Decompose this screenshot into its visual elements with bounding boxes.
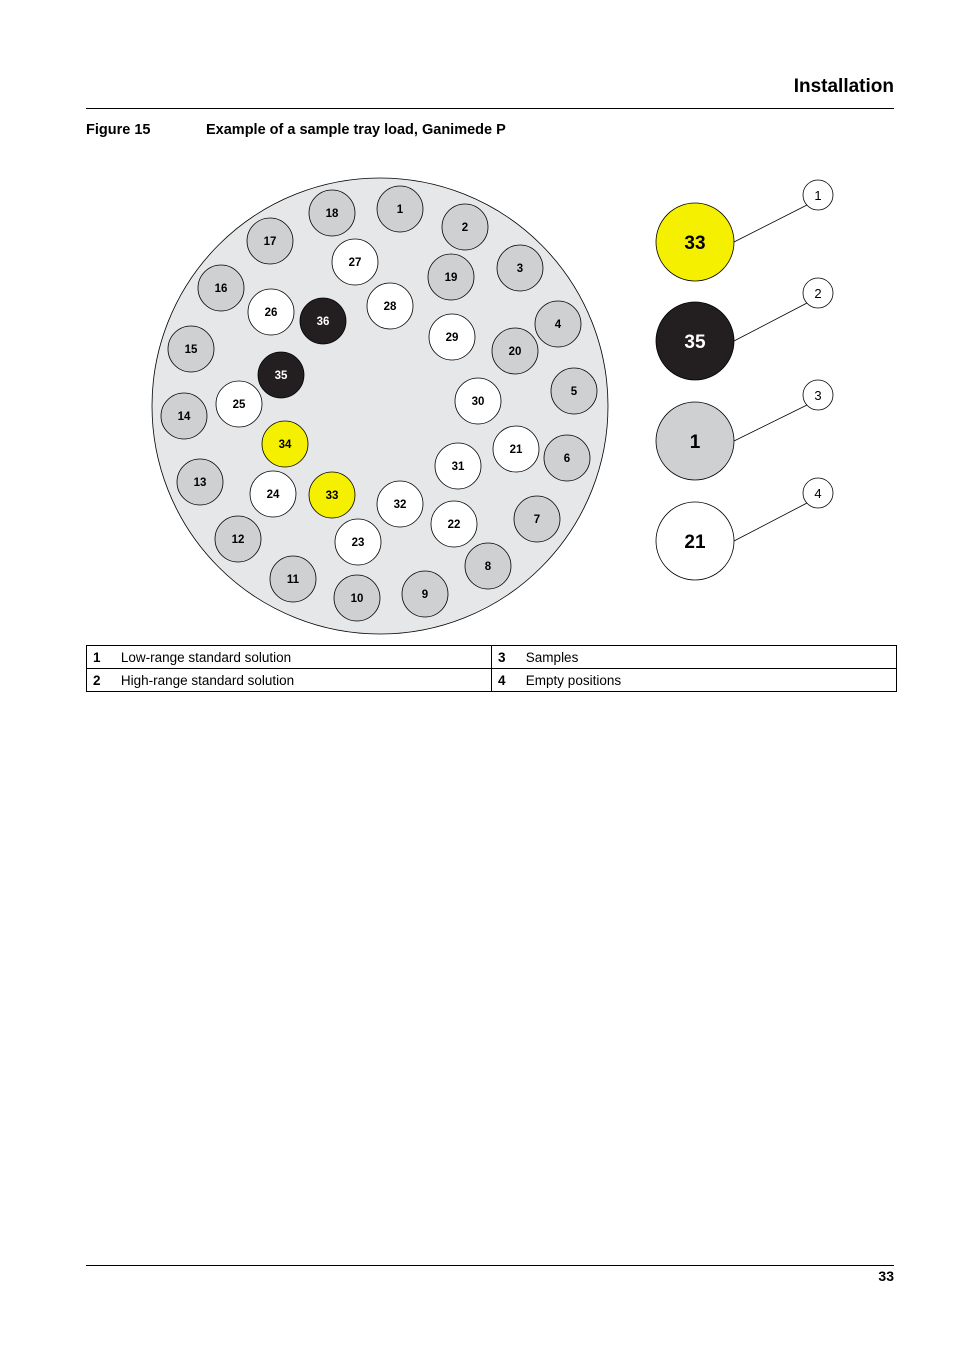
callout-number: 1: [814, 188, 822, 203]
legend-row: [87, 669, 897, 692]
tray-position-label: 24: [266, 489, 280, 501]
legend-text: Samples: [520, 646, 897, 669]
tray-position-label: 1: [396, 204, 404, 216]
tray-position-label: 33: [325, 490, 339, 502]
tray-position-label: 28: [383, 301, 397, 313]
page-number: 33: [878, 1268, 894, 1284]
callout-leader-line: [734, 303, 807, 341]
tray-position-label: 15: [184, 344, 198, 356]
tray-position-label: 7: [533, 514, 541, 526]
callout-leader-line: [734, 205, 807, 242]
callout-leader-line: [734, 503, 807, 541]
tray-position-label: 26: [264, 307, 278, 319]
footer-rule: [86, 1265, 894, 1266]
legend-number: 1: [87, 646, 115, 669]
tray-position-label: 3: [516, 263, 524, 275]
tray-position-label: 23: [351, 537, 365, 549]
legend-row: [87, 646, 897, 669]
tray-position-label: 20: [508, 346, 522, 358]
callout-number: 3: [814, 388, 822, 403]
tray-position-label: 17: [263, 236, 277, 248]
tray-position-label: 8: [484, 561, 492, 573]
legend-number: 2: [87, 669, 115, 692]
tray-position-label: 18: [325, 208, 339, 220]
tray-position-label: 14: [177, 411, 191, 423]
tray-position-label: 16: [214, 283, 228, 295]
legend-number: 3: [491, 646, 519, 669]
tray-position-label: 25: [232, 399, 246, 411]
callout-leader-line: [734, 405, 807, 441]
tray-position-label: 6: [563, 453, 571, 465]
tray-position-label: 13: [193, 477, 207, 489]
legend-text: Empty positions: [520, 669, 897, 692]
key-example-label: 33: [684, 233, 706, 254]
tray-position-label: 19: [444, 272, 458, 284]
legend-table: [86, 645, 897, 692]
tray-position-label: 22: [447, 519, 461, 531]
tray-position-label: 36: [316, 316, 330, 328]
tray-position-label: 4: [554, 319, 562, 331]
key-example-label: 1: [689, 432, 701, 453]
tray-position-label: 35: [274, 370, 288, 382]
tray-position-label: 27: [348, 257, 362, 269]
tray-position-label: 12: [231, 534, 245, 546]
legend-number: 4: [491, 669, 519, 692]
tray-position-label: 34: [278, 439, 292, 451]
tray-position-label: 10: [350, 593, 364, 605]
section-title: Installation: [793, 76, 894, 97]
sample-tray-diagram: [0, 0, 954, 640]
tray-position-label: 30: [471, 396, 485, 408]
tray-position-label: 11: [286, 574, 300, 586]
callout-number: 4: [814, 486, 822, 501]
key-example-label: 21: [684, 532, 706, 553]
tray-position-label: 29: [445, 332, 459, 344]
legend-text: Low-range standard solution: [115, 646, 492, 669]
tray-position-label: 5: [570, 386, 578, 398]
legend-text: High-range standard solution: [115, 669, 492, 692]
figure-title: Example of a sample tray load, Ganimede P: [206, 122, 506, 138]
figure-label: Figure 15: [86, 122, 151, 138]
key-example-label: 35: [684, 332, 706, 353]
tray-position-label: 21: [509, 444, 523, 456]
tray-position-label: 32: [393, 499, 407, 511]
key-examples: [656, 180, 833, 580]
tray-position-label: 2: [461, 222, 469, 234]
tray-position-label: 9: [421, 589, 429, 601]
callout-number: 2: [814, 286, 822, 301]
tray-position-label: 31: [451, 461, 465, 473]
